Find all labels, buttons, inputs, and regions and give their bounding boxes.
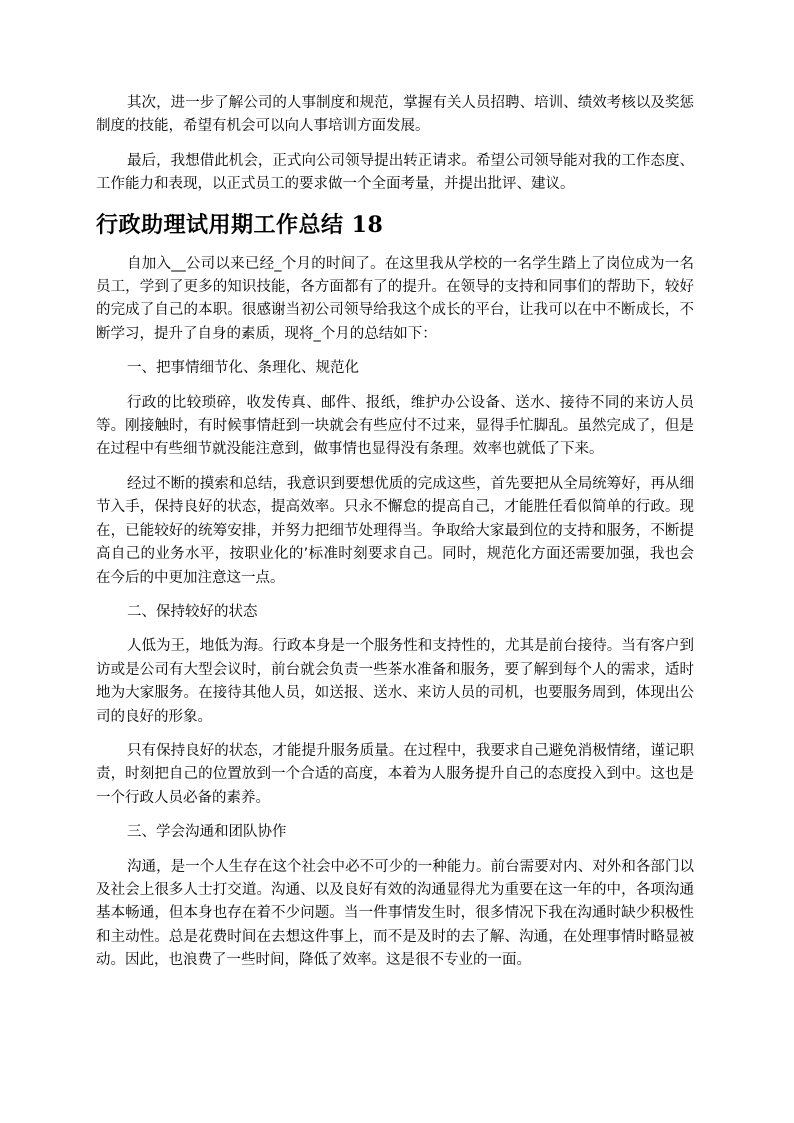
document-page bbox=[96, 92, 694, 973]
intro-paragraph-1: 其次，进一步了解公司的人事制度和规范，掌握有关人员招聘、培训、绩效考核以及奖惩制度的技能，希望有机会可以向人事培训方面发展。 bbox=[96, 95, 694, 135]
section-2-paragraph-2: 只有保持良好的状态，才能提升服务质量。在过程中，我要求自己避免消极情绪，谨记职责，时刻把自己的位置放到一个合适的高度，本着为人服务提升自己的态度投入到中。这也是一个行政人员必备的素养。 bbox=[96, 742, 694, 806]
intro-paragraph-2: 最后，我想借此机会，正式向公司领导提出转正请求。希望公司领导能对我的工作态度、工作能力和表现，以正式员工的要求做一个全面考量，并提出批评、建议。 bbox=[96, 152, 694, 193]
section-2-paragraph-1: 人低为王，地低为海。行政本身是一个服务性和支持性的，尤其是前台接待。当有客户到访或是公司有大型会议时，前台就会负责一些茶水准备和服务，要了解到每个人的需求，适时地为大家服务。在接待其他人员，如送报、送水、来访人员的司机，也要服务周到，体现出公司的良好的形象。 bbox=[96, 638, 694, 725]
section-1-paragraph-2: 经过不断的摸索和总结，我意识到要想优质的完成这些，首先要把从全局统筹好，再从细节入手，保持良好的状态，提高效率。只永不懈怠的提高自己，才能胜任看似简单的行政。现在，已能较好的统筹安排，并努力把细节处理得当。争取给大家最到位的支持和服务，不断提高自己的业务水平，按职业化的’标准时刻要求自己。同时，规范化方面还需要加强，我也会在今后的中更加注意这一点。 bbox=[96, 475, 694, 586]
section-heading-2: 二、保持较好的状态 bbox=[127, 603, 258, 620]
section-heading-3: 三、学会沟通和团队协作 bbox=[127, 824, 287, 841]
section-title: 行政助理试用期工作总结 18 bbox=[96, 211, 384, 238]
section-heading-1: 一、把事情细节化、条理化、规范化 bbox=[127, 360, 359, 377]
section-1-paragraph-1: 行政的比较琐碎，收发传真、邮件、报纸，维护办公设备、送水、接待不同的来访人员等。刚接触时，有时候事情赶到一块就会有些应付不过来，显得手忙脚乱。虽然完成了，但是在过程中有些细节就没能注意到，做事情也显得没有条理。效率也就低了下来。 bbox=[96, 394, 694, 458]
opening-paragraph: 自加入__公司以来已经_个月的时间了。在这里我从学校的一名学生踏上了岗位成为一名员工，学到了更多的知识技能，各方面都有了的提升。在领导的支持和同事们的帮助下，较好的完成了自己的本职。很感谢当初公司领导给我这个成长的平台，让我可以在中不断成长，不断学习，提升了自身的素质，现将_个月的总结如下： bbox=[96, 255, 694, 342]
section-3-paragraph-1: 沟通，是一个人生存在这个社会中必不可少的一种能力。前台需要对内、对外和各部门以及社会上很多人士打交道。沟通、以及良好有效的沟通显得尤为重要在这一年的中，各项沟通基本畅通，但本身也存在着不少问题。当一件事情发生时，很多情况下我在沟通时缺少积极性和主动性。总是花费时间在去想这件事上，而不是及时的去了解、沟通，在处理事情时略显被动。因此，也浪费了一些时间，降低了效率。这是很不专业的一面。 bbox=[96, 858, 694, 969]
